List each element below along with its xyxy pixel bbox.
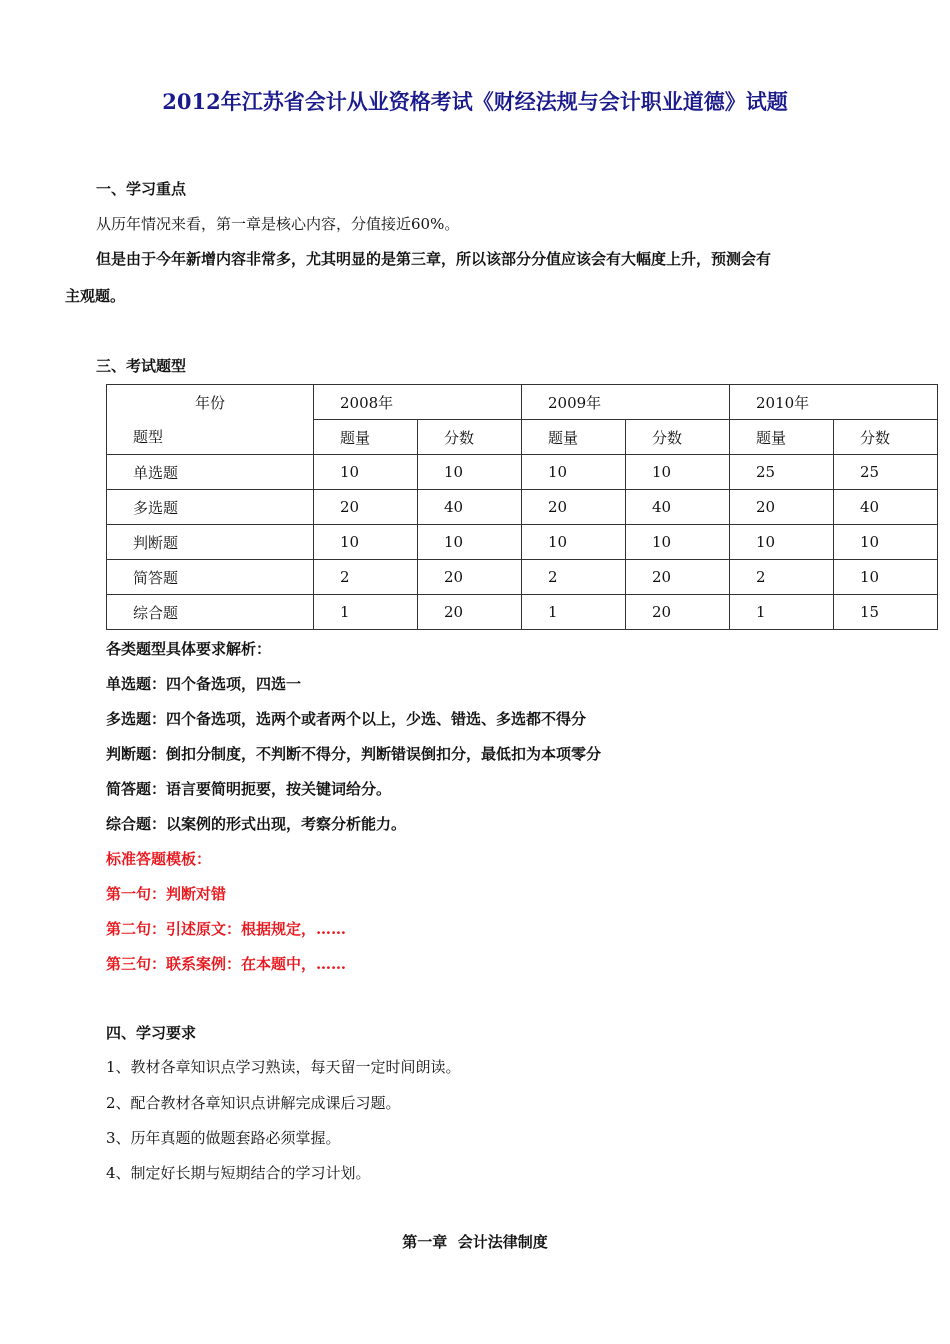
table-cell: 40 xyxy=(418,490,522,525)
table-header-row-sub xyxy=(107,420,938,455)
year-2010: 2010年 xyxy=(730,385,938,420)
row-type: 多选题 xyxy=(107,490,314,525)
requirement-item: 1、教材各章知识点学习熟读，每天留一定时间朗读。 xyxy=(106,1058,461,1076)
row-type: 判断题 xyxy=(107,525,314,560)
requirement-item: 4、制定好长期与短期结合的学习计划。 xyxy=(106,1164,371,1182)
exam-types-table xyxy=(106,384,938,630)
table-cell: 20 xyxy=(626,560,730,595)
sub-header-score: 分数 xyxy=(418,420,522,455)
table-cell: 20 xyxy=(522,490,626,525)
corner-year-label: 年份 xyxy=(107,385,314,420)
section1-paragraph1: 从历年情况来看，第一章是核心内容，分值接近60%。 xyxy=(96,215,460,233)
table-cell: 1 xyxy=(730,595,834,630)
analysis-item: 多选题：四个备选项，选两个或者两个以上，少选、错选、多选都不得分 xyxy=(106,710,587,728)
table-cell: 10 xyxy=(834,560,938,595)
table-cell: 10 xyxy=(418,455,522,490)
analysis-item: 判断题：倒扣分制度，不判断不得分，判断错误倒扣分，最低扣为本项零分 xyxy=(106,745,602,763)
sub-header-count: 题量 xyxy=(314,420,418,455)
row-type: 综合题 xyxy=(107,595,314,630)
table-cell: 10 xyxy=(626,455,730,490)
table-row xyxy=(107,525,938,560)
table-cell: 10 xyxy=(730,525,834,560)
corner-type-label: 题型 xyxy=(107,420,314,455)
table-cell: 20 xyxy=(626,595,730,630)
table-cell: 10 xyxy=(834,525,938,560)
section1-paragraph2b: 主观题。 xyxy=(65,287,126,305)
analysis-item: 单选题：四个备选项，四选一 xyxy=(106,675,302,693)
table-cell: 25 xyxy=(834,455,938,490)
sub-header-count: 题量 xyxy=(730,420,834,455)
table-cell: 2 xyxy=(314,560,418,595)
section3-heading: 三、考试题型 xyxy=(96,357,187,375)
table-cell: 2 xyxy=(730,560,834,595)
table-row xyxy=(107,595,938,630)
table-row xyxy=(107,490,938,525)
table-cell: 40 xyxy=(626,490,730,525)
row-type: 简答题 xyxy=(107,560,314,595)
chapter-title: 第一章 会计法律制度 xyxy=(402,1233,548,1251)
table-cell: 40 xyxy=(834,490,938,525)
table-row xyxy=(107,455,938,490)
table-cell: 25 xyxy=(730,455,834,490)
section4-heading: 四、学习要求 xyxy=(106,1024,197,1042)
table-row xyxy=(107,560,938,595)
table-cell: 20 xyxy=(730,490,834,525)
sub-header-score: 分数 xyxy=(834,420,938,455)
row-type: 单选题 xyxy=(107,455,314,490)
template-heading: 标准答题模板： xyxy=(106,850,212,868)
analysis-item: 简答题：语言要简明扼要，按关键词给分。 xyxy=(106,780,392,798)
document-title: 2012年江苏省会计从业资格考试《财经法规与会计职业道德》试题 xyxy=(162,89,788,114)
table-cell: 1 xyxy=(522,595,626,630)
section1-paragraph2a: 但是由于今年新增内容非常多，尤其明显的是第三章，所以该部分分值应该会有大幅度上升，预测会有 xyxy=(96,250,772,268)
requirement-item: 3、历年真题的做题套路必须掌握。 xyxy=(106,1129,341,1147)
table-cell: 20 xyxy=(418,595,522,630)
template-item: 第一句：判断对错 xyxy=(106,885,227,903)
table-cell: 1 xyxy=(314,595,418,630)
section1-heading: 一、学习重点 xyxy=(96,180,187,198)
table-cell: 20 xyxy=(314,490,418,525)
sub-header-score: 分数 xyxy=(626,420,730,455)
table-cell: 10 xyxy=(522,455,626,490)
table-cell: 20 xyxy=(418,560,522,595)
table-cell: 15 xyxy=(834,595,938,630)
table-cell: 10 xyxy=(626,525,730,560)
table-cell: 10 xyxy=(314,525,418,560)
table-cell: 10 xyxy=(522,525,626,560)
table-header-row-years xyxy=(107,385,938,420)
requirement-item: 2、配合教材各章知识点讲解完成课后习题。 xyxy=(106,1094,401,1112)
analysis-item: 综合题：以案例的形式出现，考察分析能力。 xyxy=(106,815,407,833)
year-2009: 2009年 xyxy=(522,385,730,420)
template-item: 第三句：联系案例：在本题中，…… xyxy=(106,955,347,973)
table-cell: 2 xyxy=(522,560,626,595)
table-cell: 10 xyxy=(418,525,522,560)
template-item: 第二句：引述原文：根据规定，…… xyxy=(106,920,347,938)
year-2008: 2008年 xyxy=(314,385,522,420)
analysis-heading: 各类题型具体要求解析： xyxy=(106,640,272,658)
table-cell: 10 xyxy=(314,455,418,490)
sub-header-count: 题量 xyxy=(522,420,626,455)
